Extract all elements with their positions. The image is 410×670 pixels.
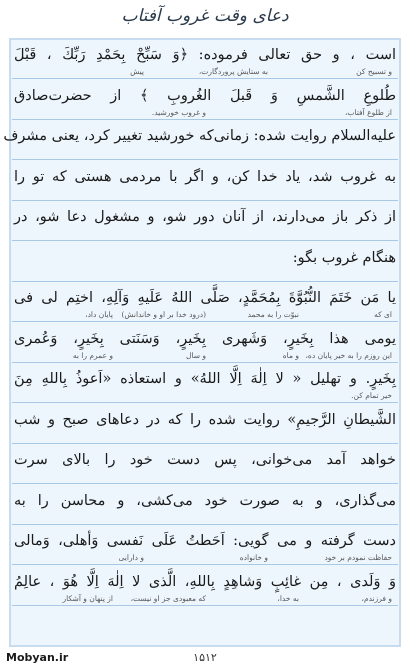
page-header: [0, 0, 410, 38]
site-brand[interactable]: Mobyan.ir: [6, 651, 69, 664]
gloss-line: [14, 594, 396, 604]
gloss-line: [14, 310, 396, 320]
page-title: دعای وقت غروب آفتاب: [121, 6, 289, 26]
gloss-word: حفاظت نمودم بر خود: [324, 553, 392, 562]
gloss-line: [14, 67, 396, 77]
text-line: بِخَيرٍ. و تهلیل « لا اِلٰهَ اِلَّا اللهُ» و استعاذه «اَعوذُ بِاللهِ مِنَ: [14, 371, 396, 387]
line-rule: [12, 159, 398, 160]
line-rule: [12, 524, 398, 525]
text-line: از ذکر باز می‌دارند، از آنان دور شو، و مشغول دعا شو، در: [14, 209, 396, 225]
page-number: ۱۵۱۲: [193, 651, 217, 664]
gloss-word: به ستایش پروردگارت،: [198, 67, 268, 76]
gloss-word: که معبودی جز او نیست،: [130, 593, 206, 603]
gloss-line: [14, 553, 396, 563]
gloss-word: و دارایی: [118, 553, 144, 562]
page-footer: [0, 648, 410, 670]
line-rule: [12, 402, 398, 403]
text-line: يومى هذا بِخَيرٍ، وَشَهرى بِخَيرٍ، وَسَنَتى بِخَيرٍ، وَعُمرى: [14, 330, 396, 347]
text-line: به غروب شد، یاد خدا کن، و اگر با مردمی هستی که تو را: [14, 168, 396, 185]
text-line: عليه‌السلام روایت شده: زمانی‌که خورشید تغییر کرد، یعنی مشرف: [3, 128, 396, 144]
text-line: طُلوعِ الشَّمسِ وَ قَبلَ الغُروبِ ﴾ از حضرت‌صادق: [14, 87, 396, 104]
gloss-word: این روزم را به خیر پایان ده،: [305, 350, 392, 360]
text-line: يا مَن خَتَمَ النُّبُوَّةَ بِمُحَمَّدٍ، صَلَّى اللهُ عَلَيهِ وَآلِهِ، اختِم لى فى: [14, 290, 396, 306]
gloss-word: نبوّت را به محمد: [247, 310, 299, 319]
line-rule: [12, 321, 398, 322]
line-rule: [12, 119, 398, 120]
gloss-word: و سال: [185, 350, 206, 360]
line-rule: [12, 362, 398, 363]
gloss-word: و غروب خورشید.: [151, 107, 206, 117]
text-line: الشَّيطانِ الرَّجيمِ» روایت شده را که در دعاهای صبح و شب: [14, 411, 396, 428]
line-rule: [12, 281, 398, 282]
line-rule: [12, 483, 398, 484]
text-line: دست گرفته و می گویی: اَحَطتُ عَلَى نَفسى وَأهلى، وَمالى: [14, 533, 396, 549]
gloss-word: و عمرم را به: [72, 350, 113, 360]
line-rule: [12, 200, 398, 201]
gloss-word: (درود خدا بر او و خاندانش): [121, 310, 206, 319]
line-rule: [12, 78, 398, 79]
gloss-line: [14, 351, 396, 361]
gloss-word: و ماه: [282, 350, 299, 360]
line-rule: [12, 240, 398, 241]
gloss-word: به خدا،: [277, 593, 299, 603]
gloss-word: پایان داد،: [85, 310, 113, 319]
gloss-line: [14, 108, 396, 118]
text-line: است ، و حق تعالی فرموده: ﴿وَ سَبِّحْ بِحَمْدِ رَبِّكَ ، قَبْلَ: [14, 47, 396, 63]
gloss-line: [14, 391, 396, 401]
gloss-word: و فرزندم،: [361, 593, 392, 603]
line-rule: [12, 605, 398, 606]
gloss-word: پیش: [130, 67, 144, 76]
gloss-word: از پنهان و آشکار: [62, 593, 113, 603]
text-line: هنگام غروب بگو:: [292, 249, 396, 266]
text-line: وَ وَلَدى ، مِن غائِبٍ وَشاهِدٍ بِاللهِ، الَّذى لا اِلٰهَ اِلَّا هُوَ ، عالِمُ: [14, 573, 396, 590]
gloss-word: و تسبیح کن: [356, 67, 392, 76]
gloss-word: از طلوع آفتاب،: [345, 107, 392, 117]
gloss-word: ای که: [374, 310, 392, 319]
gloss-word: و خانواده: [239, 553, 268, 562]
line-rule: [12, 564, 398, 565]
text-line: خواهد آمد می‌خوانی، پس دست خود را بالای سرت: [14, 452, 396, 468]
text-line: می‌گذاری، و به صورت خود می‌کشی، و محاسن را به: [14, 492, 396, 509]
line-rule: [12, 443, 398, 444]
gloss-word: خیر تمام کن.: [351, 391, 392, 400]
